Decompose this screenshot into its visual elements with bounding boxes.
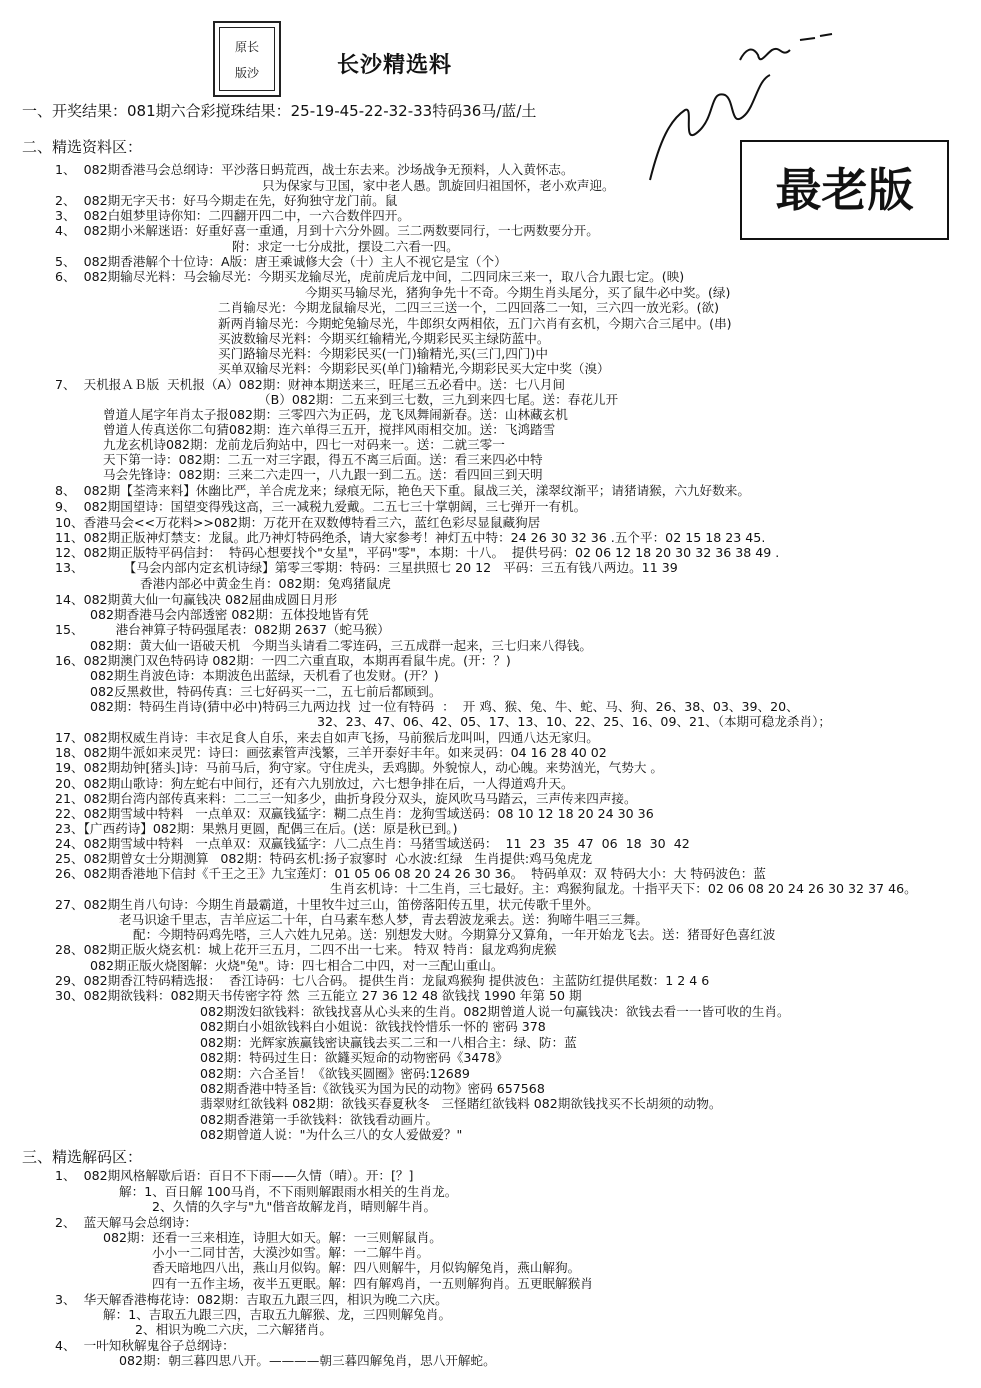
text-line: 23、【广西药诗】082期：果熟月更圆，配偶三在后。(送：原是秋已到。): [55, 821, 458, 836]
text-line: 香天暗地四八出，燕山月似钩。解：四八则解牛，月似钩解兔肖，燕山解狗。: [152, 1260, 581, 1275]
text-line: 九龙玄机诗082期：龙前龙后狗站中，四七一对码来一。送：二就三零一: [103, 437, 505, 452]
text-line: 1、 082期风格解歇后语：百日不下雨——久情（晴）。开：[？]: [55, 1168, 414, 1183]
text-line: 082期香港第一手欲钱料：欲钱看动画片。: [200, 1112, 439, 1127]
text-line: 3、 华天解香港梅花诗：082期：吉取五九跟三四，相识为晚二六庆。: [55, 1292, 448, 1307]
text-line: 7、 天机报ＡＢ版 天机报（A）082期：财神本期送来三，旺尾三五必看中。送：七八月间: [55, 377, 566, 392]
text-line: 21、082期台湾内部传真来料：二二三一知多少，曲折身段分双头，旋风吹马马踏云，三声传来四声接。: [55, 791, 637, 806]
section-heading: 一、开奖结果：081期六合彩搅珠结果：25-19-45-22-32-33特码36马/蓝/土: [22, 102, 537, 120]
text-line: 2、 蓝天解马会总纲诗：: [55, 1215, 197, 1230]
stamp-line: 原长: [234, 40, 259, 54]
text-line: 5、 082期香港解个十位诗：A版：唐王乘诚修大会（十）主人不视它是宝（个）: [55, 254, 507, 269]
text-line: 082期：光辉家族赢钱密诀赢钱去买二三和一八相合主：绿、防：蓝: [200, 1035, 577, 1050]
text-line: 4、 一叶知秋解鬼谷子总纲诗：: [55, 1338, 235, 1353]
text-line: 18、082期牛派如来灵咒：诗曰：画弦素管声浅繁，三羊开泰好丰年。如来灵码：04 16 28 40 02: [55, 745, 607, 760]
text-line: 16、082期澳门双色特码诗 082期：一四二六重直取，本期再看鼠牛虎。(开：？): [55, 653, 511, 668]
text-line: 解：1、吉取五九跟三四，吉取五九解猴、龙，三四则解兔肖。: [103, 1307, 452, 1322]
text-line: 27、082期生肖八句诗：今期生肖最霸道，十里牧牛过三山，笛傍落阳传五里，状元传歌千里外。: [55, 897, 599, 912]
text-line: 19、082期劫钟[猪头]诗：马前马后，狗守家。守住虎头，丢鸡脚。外貌惊人，动心魄。来势汹光，气势大 。: [55, 760, 664, 775]
text-line: 四有一五作主场，夜半五更眠。解：四有解鸡肖，一五则解狗肖。五更眠解猴肖: [152, 1276, 593, 1291]
text-line: 曾道人传真送你二句猜082期：连六单得三五开，搅拌风雨相交加。送：飞鸿踏雪: [103, 422, 556, 437]
text-line: 28、082期正版火烧玄机：城上花开三五月，二四不出一七来。 特双 特肖：鼠龙鸡狗虎猴: [55, 942, 557, 957]
text-line: 082反黑救世，特码传真：三七好码买一二，五七前后都顾到。: [90, 684, 442, 699]
text-line: 香港内部必中黄金生肖：082期：兔鸡猪鼠虎: [140, 576, 391, 591]
section-heading: 二、精选资料区：: [22, 138, 143, 156]
text-line: 082期：六合圣旨！《欲钱买圆圈》密码:12689: [200, 1066, 470, 1081]
text-line: 天下第一诗：082期：二五一对三字跟，得五不离三后面。送：看三来四必中特: [103, 452, 543, 467]
text-line: 新两肖输尽光：今期蛇兔输尽光，牛郎织女两相依，五门六肖有玄机，今期六合三尾中。(串): [218, 316, 732, 331]
stamp-text: [219, 27, 275, 91]
text-line: 082期香港中特圣旨:《欲钱买为国为民的动物》密码 657568: [200, 1081, 545, 1096]
page-title: 长沙精选料: [337, 53, 453, 78]
text-line: 082期：还看一三来相连，诗胆大如天。解：一三则解鼠肖。: [103, 1230, 442, 1245]
text-line: 8、 082期【荃湾来料】休幽比严，羊合虎龙来；绿痕无际，艳色天下重。鼠战三关，漾翠纹渐平；请猪请猴，六九好数来。: [55, 483, 750, 498]
text-line: 17、082期权威生肖诗：丰衣足食人自乐，来去自如声飞扬，马前猴后龙叫叫，四通八达无家归。: [55, 730, 599, 745]
text-line: 22、082期雪域中特料 一点单双：双赢钱猛字：糊二点生肖：龙狗雪域送码：08 10 12 18 20 24 30 36: [55, 806, 654, 821]
text-line: 老马识途千里志，吉羊应运二十年，白马素车愁人梦，青去碧波龙乘去。送：狗啼牛唱三三舞。: [119, 912, 648, 927]
text-line: 翡翠财红欲钱料 082期：欲钱买春夏秋冬 三怪賭红欲钱料 082期欲钱找买不长胡须的动物。: [200, 1096, 722, 1111]
text-line: 082期泼妇欲钱料：欲钱找喜从心头来的生肖。082期曾道人说一句赢钱决：欲钱去看一一皆可收的生肖。: [200, 1004, 790, 1019]
text-line: 2、 082期无字天书：好马今期走在先，好狗独守龙门前。鼠: [55, 193, 398, 208]
text-line: 26、082期香港地下信封《千王之王》九宝莲灯：01 05 06 08 20 24 26 30 36。 特码单双：双 特码大小：大 特码波色：蓝: [55, 866, 766, 881]
text-line: 2、久情的久字与"九"偕音故解龙肖，晴则解牛肖。: [152, 1199, 437, 1214]
text-line: 13、 【马会内部内定玄机诗绿】第零三零期：特码：三星拱照七 20 12 平码：三五有钱八两边。11 39: [55, 560, 678, 575]
text-line: 二肖输尽光：今期龙鼠输尽光，二四三三送一个，二四回落二一知，三六四一放光彩。(欲): [218, 300, 719, 315]
text-line: 082期：特码生肖诗(猜中必中)特码三九两边找 过一位有特码 ： 开 鸡、猴、兔、牛、蛇、马、狗、26、38、03、39、20、: [90, 699, 799, 714]
text-line: 今期买马输尽光，猪狗争先十不奇。今期生肖头尾分，买了鼠牛必中奖。(绿): [305, 285, 731, 300]
text-line: 082期香港马会内部透密 082期：五体投地皆有凭: [90, 607, 369, 622]
text-line: 3、 082白姐梦里诗你知：二四翻开四二中，一六合数伴四开。: [55, 208, 410, 223]
text-line: 29、082期香江特码精选报： 香江诗码：七八合码。 提供生肖：龙鼠鸡猴狗 提供波色：主蓝防红提供尾数：1 2 4 6: [55, 973, 710, 988]
text-line: 20、082期山歌诗：狗左蛇右中间行，还有六九别放过，六七想争排在后，一人得道鸡升天。: [55, 776, 574, 791]
text-line: 买门路输尽光料：今期彩民买(一门)输精光,买(三门,四门)中: [218, 346, 548, 361]
text-line: 2、相识为晚二六庆，二六解猪肖。: [135, 1322, 332, 1337]
text-line: 14、082期黄大仙一句赢钱决 082屈曲成圆日月形: [55, 592, 338, 607]
text-line: 082期：特码过生日：欲鑝买短命的动物密码《3478》: [200, 1050, 508, 1065]
text-line: （B）082期：二五来到三七数，三九到来四七尾。送：春花儿开: [258, 392, 619, 407]
text-line: 9、 082期国望诗：国望变得残这高，三一减税九爱戴。二五七三十掌朝阔，三七弹开一有机。: [55, 499, 587, 514]
text-line: 30、082期欲钱料：082期天书传密字符 然 三五能立 27 36 12 48 欲钱找 1990 年第 50 期: [55, 988, 582, 1003]
text-line: 11、082期正版神灯禁支：龙鼠。此乃神灯特码绝杀，请大家参考！神灯五中特：24 26 30 32 36 .五个平：02 15 18 23 45.: [55, 530, 766, 545]
text-line: 082期正版火烧图解：火烧"兔"。诗：四七相合二中四，对一三配山重山。: [90, 958, 504, 973]
text-line: 买波数输尽光料：今期买红输精光,今期彩民买主绿防蓝中。: [218, 331, 550, 346]
text-line: 解：1、百日解 100马肖，不下雨则解跟雨水相关的生肖龙。: [119, 1184, 458, 1199]
text-line: 32、23、47、06、42、05、17、13、10、22、25、16、09、21、（本期可稳龙杀肖）；: [317, 714, 832, 729]
text-line: 082期：朝三暮四思八开。————朝三暮四解兔肖，思八开解蛇。: [119, 1353, 496, 1368]
text-line: 082期白小姐欲钱料白小姐说：欲钱找怜惜乐一怀的 密码 378: [200, 1019, 546, 1034]
text-line: 只为保家与卫国，家中老人愚。凯旋回归祖国怀，老小欢声迎。: [262, 178, 615, 193]
text-line: 15、 港台神算子特码强尾表：082期 2637（蛇马猴）: [55, 622, 390, 637]
text-line: 生肖玄机诗：十二生肖，三七最好。主：鸡猴狗鼠龙。十指平天下：02 06 08 20 24 26 30 32 37 46。: [330, 881, 917, 896]
text-line: 附：求定一七分成批，摆设二六看一四。: [232, 239, 459, 254]
text-line: 12、082期正版特平码信封： 特码心想要找个"女星"，平码"零"，本期：十八。 提供号码：02 06 12 18 20 30 32 36 38 49 .: [55, 545, 780, 560]
stamp-line: 版沙: [234, 66, 259, 80]
text-line: 马会先锋诗：082期：三来二六走四一，八九跟一到二五。送：看四回三到天明: [103, 467, 543, 482]
text-line: 10、香港马会<<万花料>>082期：万花开在双数傅特看三六，蓝红色彩尽显鼠藏狗居: [55, 515, 541, 530]
text-line: 小小一二同甘苦，大漠沙如雪。解：一二解牛肖。: [152, 1245, 430, 1260]
text-line: 4、 082期小米解迷语：好重好喜一重通，月到十六分外圆。三二两数要同行，一七两数要分开。: [55, 223, 599, 238]
text-line: 24、082期雪域中特料 一点单双：双赢钱猛字：八二点生肖：马猪雪域送码： 11 23 35 47 06 18 30 42: [55, 836, 690, 851]
text-line: 082期：黄大仙一语破天机 今期当头请看二零连码，三五成群一起来，三七归来八得钱。: [90, 638, 593, 653]
brand-box: 最老版: [740, 140, 949, 240]
section-heading: 三、精选解码区：: [22, 1148, 143, 1166]
text-line: 082期曾道人说："为什么三八的女人爱做爱？": [200, 1127, 463, 1142]
text-line: 曾道人尾字年肖太子报082期：三零四六为正码，龙飞凤舞闹新春。送：山林藏玄机: [103, 407, 568, 422]
text-line: 082期生肖波色诗：本期波色出蓝绿，天机看了也发财。(开？): [90, 668, 439, 683]
edition-stamp: [213, 21, 281, 97]
text-line: 6、 082期输尽光料：马会输尽光：今期买龙输尽光，虎前虎后龙中间，二四同床三来一，取八合九跟七定。(映): [55, 269, 685, 284]
text-line: 买单双输尽光料：今期彩民买(单门)输精光,今期彩民买大定中奖（溴）: [218, 361, 610, 376]
text-line: 配：今期特码鸡先嗒，三人六姓九兄弟。送：别想发大财。今期算分又算角，一年开始龙飞去。送：猪哥好色喜红波: [133, 927, 776, 942]
text-line: 25、082期曾女士分期测算 082期：特码玄机:扬子寂寥时 心水波:红绿 生肖提供:鸡马兔虎龙: [55, 851, 593, 866]
text-line: 1、 082期香港马会总纲诗：平沙落日蚂荒西，战士东去来。沙场战争无预料，人入黄怀志。: [55, 162, 574, 177]
